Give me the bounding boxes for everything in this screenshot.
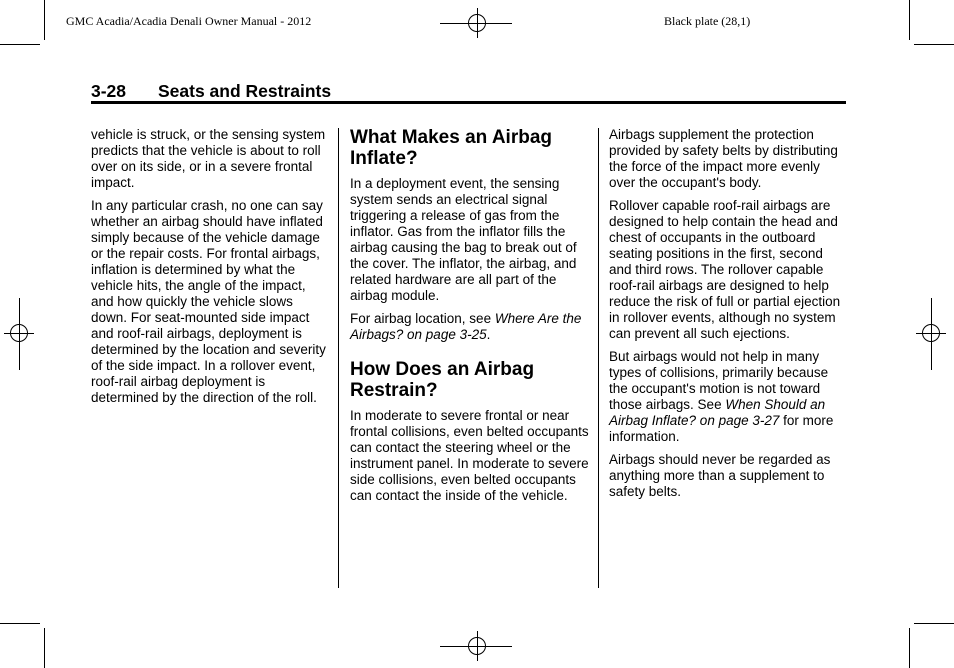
crop-mark [0,623,40,624]
paragraph: But airbags would not help in many types of collisions, primarily because the occupant's motion is not toward those airbags. See When Should an Airbag Inflate? on page 3-27 for more information. [609,349,834,444]
crop-mark [909,628,910,668]
column-2 [350,127,590,511]
column-1 [91,127,331,413]
section-title: Seats and Restraints [158,81,332,101]
paragraph: Rollover capable roof-rail airbags are designed to help contain the head and chest of occupants in the outboard seating positions in the first, second and third rows. The rollover capable roof-rail airbags are designed to help reduce the risk of full or partial ejection in rollover events, although no system can prevent all such ejections. [609,198,841,341]
paragraph: In a deployment event, the sensing system sends an electrical signal triggering a release of gas from the inflator. Gas from the inflator fills the airbag causing the bag to break out of the cover. The inflator, the airbag, and related hardware are all part of the airbag module. [350,176,577,303]
paragraph: In any particular crash, no one can say whether an airbag should have inflated simply because of the vehicle damage or the repair costs. For frontal airbags, inflation is determined by what the vehicle hits, the angle of the impact, and how quickly the vehicle slows down. For seat-mounted side impact and roof-rail airbags, deployment is determined by the location and severity of the side impact. In a rollover event, roof-rail airbag deployment is determined by the direction of the roll. [91,198,326,405]
column-divider [598,128,599,588]
paragraph: Airbags supplement the protection provided by safety belts by distributing the force of the impact more evenly over the occupant's body. [609,127,838,190]
cross-reference-link[interactable]: Where Are the Airbags? on page 3-25 [350,311,582,342]
crop-mark [909,0,910,40]
crop-mark [44,628,45,668]
registration-line [931,298,932,370]
page-number: 3-28 [91,81,127,101]
heading-what-makes-airbag-inflate: What Makes an Airbag Inflate? [350,127,553,169]
registration-line [19,298,20,370]
heading-how-does-airbag-restrain: How Does an Airbag Restrain? [350,359,535,401]
paragraph: Airbags should never be regarded as anything more than a supplement to safety belts. [609,452,831,499]
registration-line [440,23,512,24]
header-rule [91,101,846,104]
manual-slug: GMC Acadia/Acadia Denali Owner Manual - 2012 [66,14,312,28]
crop-mark [914,44,954,45]
paragraph: For airbag location, see Where Are the Airbags? on page 3-25. [350,311,582,342]
column-3 [609,127,849,507]
crop-mark [914,623,954,624]
crop-mark [0,44,40,45]
registration-line [440,646,512,647]
paragraph: In moderate to severe frontal or near frontal collisions, even belted occupants can contact the steering wheel or the instrument panel. In moderate to severe side collisions, even belted occupants can contact the inside of the vehicle. [350,408,589,503]
page-header [91,81,846,103]
plate-slug: Black plate (28,1) [664,14,751,28]
column-divider [338,128,339,588]
crop-mark [44,0,45,40]
cross-reference-link[interactable]: When Should an Airbag Inflate? on page 3-27 [609,397,826,428]
paragraph: vehicle is struck, or the sensing system predicts that the vehicle is about to roll over on its side, or in a severe frontal impact. [91,127,326,190]
